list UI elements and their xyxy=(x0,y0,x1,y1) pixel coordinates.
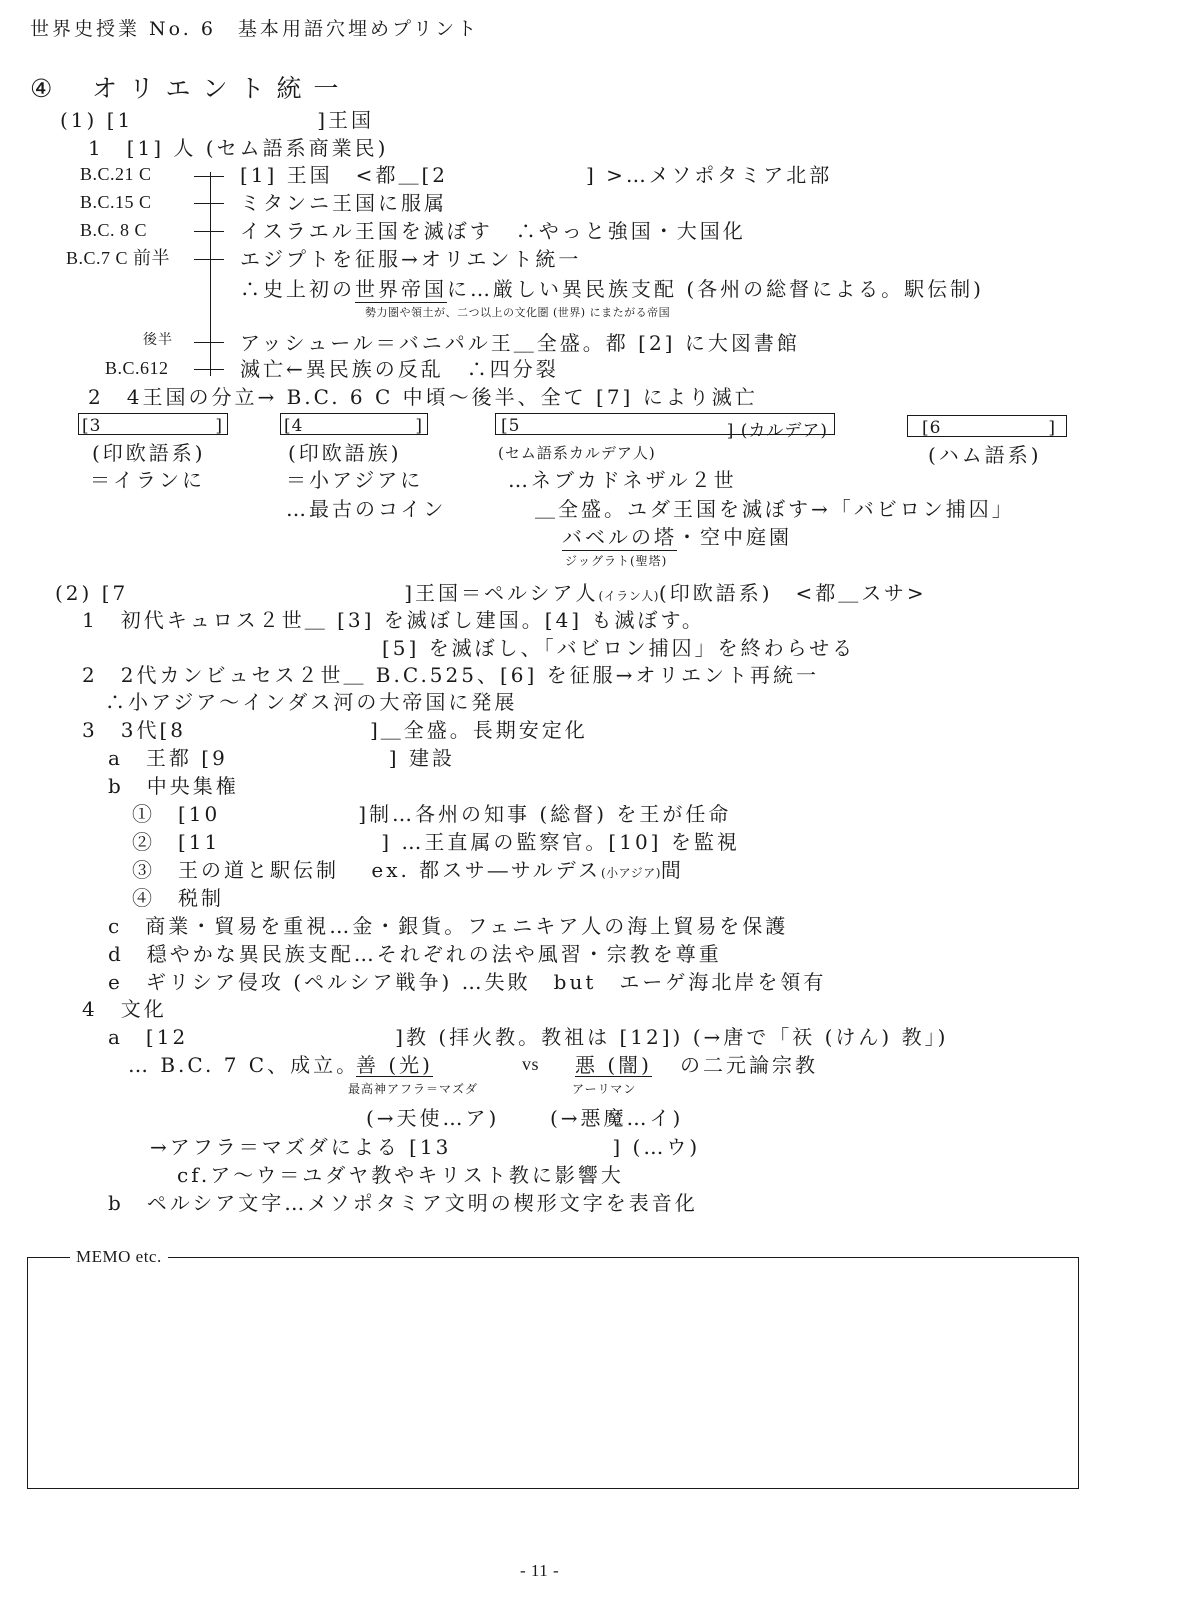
kingdom-note: (印欧語系) xyxy=(92,441,206,465)
memo-box[interactable] xyxy=(27,1257,1079,1489)
page-number: - 11 - xyxy=(520,1561,560,1580)
kingdom-note: (印欧語族) xyxy=(288,441,402,465)
timeline-event: [1] 王国 <都＿[2 ] >…メソポタミア北部 xyxy=(240,163,833,187)
persia-item1: 1 初代キュロス２世＿ [3] を滅ぼし建国。[4] も滅ぼす。 xyxy=(82,608,705,632)
assyria-item2: 2 4王国の分立→ B.C. 6 C 中頃〜後半、全て [7] により滅亡 xyxy=(88,385,758,409)
world-empire-note: 勢力圏や領土が、二つ以上の文化圏 (世界) にまたがる帝国 xyxy=(365,306,671,319)
persia-item3e: e ギリシア侵攻 (ペルシア戦争) …失敗 but エーゲ海北岸を領有 xyxy=(108,970,827,994)
timeline-event: ミタンニ王国に服属 xyxy=(240,191,447,215)
timeline-date: B.C.612 xyxy=(105,358,169,378)
timeline-event: 滅亡←異民族の反乱 ∴四分裂 xyxy=(240,357,559,381)
judgment-line: →アフラ＝マズダによる [13 ] (…ウ) xyxy=(150,1135,701,1159)
angel-note: (→天使…ア) xyxy=(366,1106,500,1130)
timeline-date: B.C.21 C xyxy=(80,164,152,184)
persia-item3: 3 3代[8 ]＿全盛。長期安定化 xyxy=(82,718,588,742)
kingdom-note: …最古のコイン xyxy=(286,497,447,521)
world-empire-term: 世界帝国 xyxy=(355,277,447,301)
persia-item3c: c 商業・貿易を重視…金・銀貨。フェニキア人の海上貿易を保護 xyxy=(108,914,789,938)
section-title: オリエント統一 xyxy=(92,74,351,103)
vs-label: vs xyxy=(522,1054,540,1074)
kingdom-box-3: [3 ] xyxy=(78,413,228,435)
kingdom-note: ＝小アジアに xyxy=(286,468,424,492)
persia-item4: 4 文化 xyxy=(82,997,167,1021)
dualism-label: の二元論宗教 xyxy=(680,1053,818,1077)
timeline-tick xyxy=(194,203,224,204)
ziggurat-note: ジッグラト(聖塔) xyxy=(565,554,668,568)
item4a-pre: … B.C. 7 C、成立。 xyxy=(128,1053,360,1077)
centralization-2: ② [11 ] …王直属の監察官。[10] を監視 xyxy=(132,830,740,854)
good-note: 最高神アフラ＝マズダ xyxy=(348,1082,479,1096)
centralization-1: ① [10 ]制…各州の知事 (総督) を王が任命 xyxy=(132,802,732,826)
persia-item3b: b 中央集権 xyxy=(108,774,239,798)
assyria-heading: (1) [1 ]王国 xyxy=(60,108,375,132)
centralization-4: ④ 税制 xyxy=(132,886,224,910)
timeline-date: 後半 xyxy=(143,332,173,348)
evil-note: アーリマン xyxy=(572,1082,637,1096)
timeline-date: B.C.7 C 前半 xyxy=(66,248,171,268)
persia-item2: 2 2代カンビュセス２世＿ B.C.525、[6] を征服→オリエント再統一 xyxy=(82,663,820,687)
kingdom-note: (セム語系カルデア人) xyxy=(498,444,656,462)
timeline-date: B.C.15 C xyxy=(80,192,152,212)
evil-term: 悪 (闇) xyxy=(575,1053,652,1077)
timeline-tick xyxy=(194,176,224,177)
timeline-event: アッシュール＝バニパル王＿全盛。都 [2] に大図書館 xyxy=(240,331,800,355)
kingdom-note: (ハム語系) xyxy=(928,443,1042,467)
timeline-event: イスラエル王国を滅ぼす ∴やっと強国・大国化 xyxy=(240,219,746,243)
demon-note: (→悪魔…イ) xyxy=(550,1106,684,1130)
kingdom-note: …ネブカドネザル２世 xyxy=(508,468,737,492)
kingdom-box-6: [6 ] xyxy=(907,415,1067,437)
persia-item3a: a 王都 [9 ] 建設 xyxy=(108,746,455,770)
timeline-date: B.C. 8 C xyxy=(80,220,148,240)
timeline-tick xyxy=(194,231,224,232)
world-empire-line: ∴史上初の世界帝国に…厳しい異民族支配 (各州の総督による。駅伝制) xyxy=(240,277,984,301)
page-header: 世界史授業 No. 6 基本用語穴埋めプリント xyxy=(30,18,480,40)
persia-item2-cont: ∴小アジア〜インダス河の大帝国に発展 xyxy=(105,690,518,714)
persia-heading: (2) [7 ]王国＝ペルシア人(イラン人)(印欧語系) <都＿スサ> xyxy=(55,581,927,605)
kingdom-box-4: [4 ] xyxy=(280,413,428,435)
timeline-event: エジプトを征服→オリエント統一 xyxy=(240,247,582,271)
persia-item3d: d 穏やかな異民族支配…それぞれの法や風習・宗教を尊重 xyxy=(108,942,722,966)
kingdom-note: ＝イランに xyxy=(90,468,205,492)
timeline-tick xyxy=(194,342,224,343)
kingdom-note: ＿全盛。ユダ王国を滅ぼす→「バビロン捕囚」 xyxy=(535,497,1015,521)
section-number: ④ xyxy=(30,74,56,103)
babel-line: バベルの塔・空中庭園 xyxy=(562,525,792,549)
persia-item1-cont: [5] を滅ぼし、「バビロン捕囚」を終わらせる xyxy=(382,636,856,660)
timeline-tick xyxy=(194,369,224,370)
influence-line: cf.ア〜ウ＝ユダヤ教やキリスト教に影響大 xyxy=(177,1163,624,1187)
timeline-tick xyxy=(194,259,224,260)
kingdom-box-5: [5 ] (カルデア) xyxy=(495,413,835,435)
memo-label: MEMO etc. xyxy=(70,1247,168,1267)
assyria-item1: 1 [1] 人 (セム語系商業民) xyxy=(88,136,389,160)
centralization-3: ③ 王の道と駅伝制 ex. 都スサ―サルデス(小アジア)間 xyxy=(132,858,684,882)
persia-item4b: b ペルシア文字…メソポタミア文明の楔形文字を表音化 xyxy=(108,1191,698,1215)
good-term: 善 (光) xyxy=(356,1053,433,1077)
persia-item4a: a [12 ]教 (拝火教。教祖は [12]) (→唐で「祆 (けん) 教」) xyxy=(108,1025,949,1049)
